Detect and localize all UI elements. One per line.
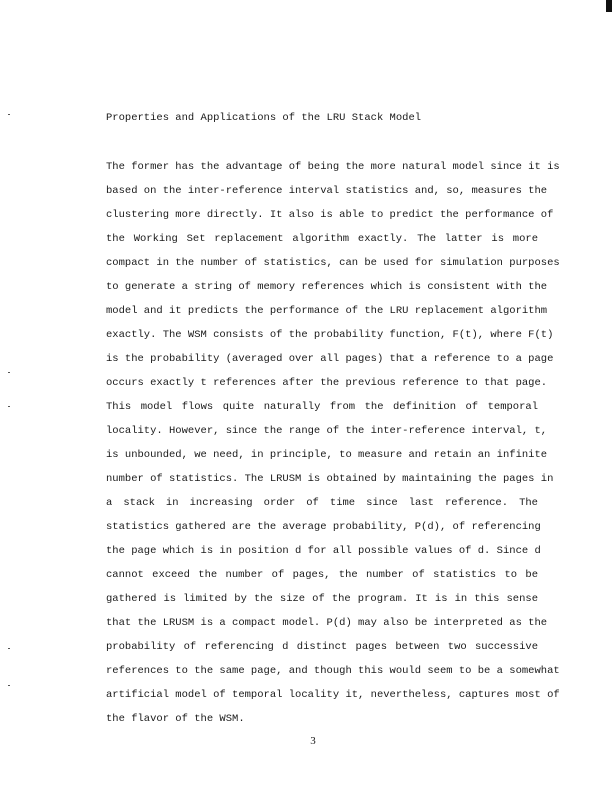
text-line: references to the same page, and though this would seem to be a somewhat [106, 665, 560, 677]
scan-speck [8, 685, 10, 686]
text-line: to generate a string of memory references which is consistent with the [106, 281, 548, 293]
text-line: artificial model of temporal locality it, nevertheless, captures most of [106, 689, 560, 701]
page-heading: Properties and Applications of the LRU Stack Model [106, 112, 422, 124]
text-line: a stack in increasing order of time since last reference. The [106, 497, 538, 509]
text-line: number of statistics. The LRUSM is obtained by maintaining the pages in [106, 473, 554, 485]
text-line: based on the inter-reference interval statistics and, so, measures the [106, 185, 548, 197]
text-line: the page which is in position d for all possible values of d. Since d [106, 545, 541, 557]
text-line: that the LRUSM is a compact model. P(d) may also be interpreted as the [106, 617, 548, 629]
text-line: is the probability (averaged over all pages) that a reference to a page [106, 353, 554, 365]
text-line: the flavor of the WSM. [106, 713, 245, 725]
text-line: gathered is limited by the size of the program. It is in this sense [106, 593, 538, 605]
text-line: The former has the advantage of being the more natural model since it is [106, 161, 560, 173]
text-line: exactly. The WSM consists of the probability function, F(t), where F(t) [106, 329, 554, 341]
scan-speck [8, 648, 10, 649]
text-line: compact in the number of statistics, can be used for simulation purposes [106, 257, 560, 269]
text-line: statistics gathered are the average probability, P(d), of referencing [106, 521, 541, 533]
text-line: the Working Set replacement algorithm exactly. The latter is more [106, 233, 538, 245]
scan-speck [8, 406, 10, 407]
scan-speck [8, 372, 10, 373]
text-line: This model flows quite naturally from the definition of temporal [106, 401, 538, 413]
text-line: locality. However, since the range of the inter-reference interval, t, [106, 425, 548, 437]
text-line: clustering more directly. It also is able to predict the performance of [106, 209, 554, 221]
page-number: 3 [310, 735, 316, 747]
text-line: probability of referencing d distinct pages between two successive [106, 641, 538, 653]
text-line: cannot exceed the number of pages, the number of statistics to be [106, 569, 538, 581]
text-line: is unbounded, we need, in principle, to measure and retain an infinite [106, 449, 548, 461]
scan-speck [8, 114, 10, 115]
text-line: occurs exactly t references after the previous reference to that page. [106, 377, 548, 389]
scan-corner-mark [606, 0, 612, 12]
text-line: model and it predicts the performance of the LRU replacement algorithm [106, 305, 548, 317]
